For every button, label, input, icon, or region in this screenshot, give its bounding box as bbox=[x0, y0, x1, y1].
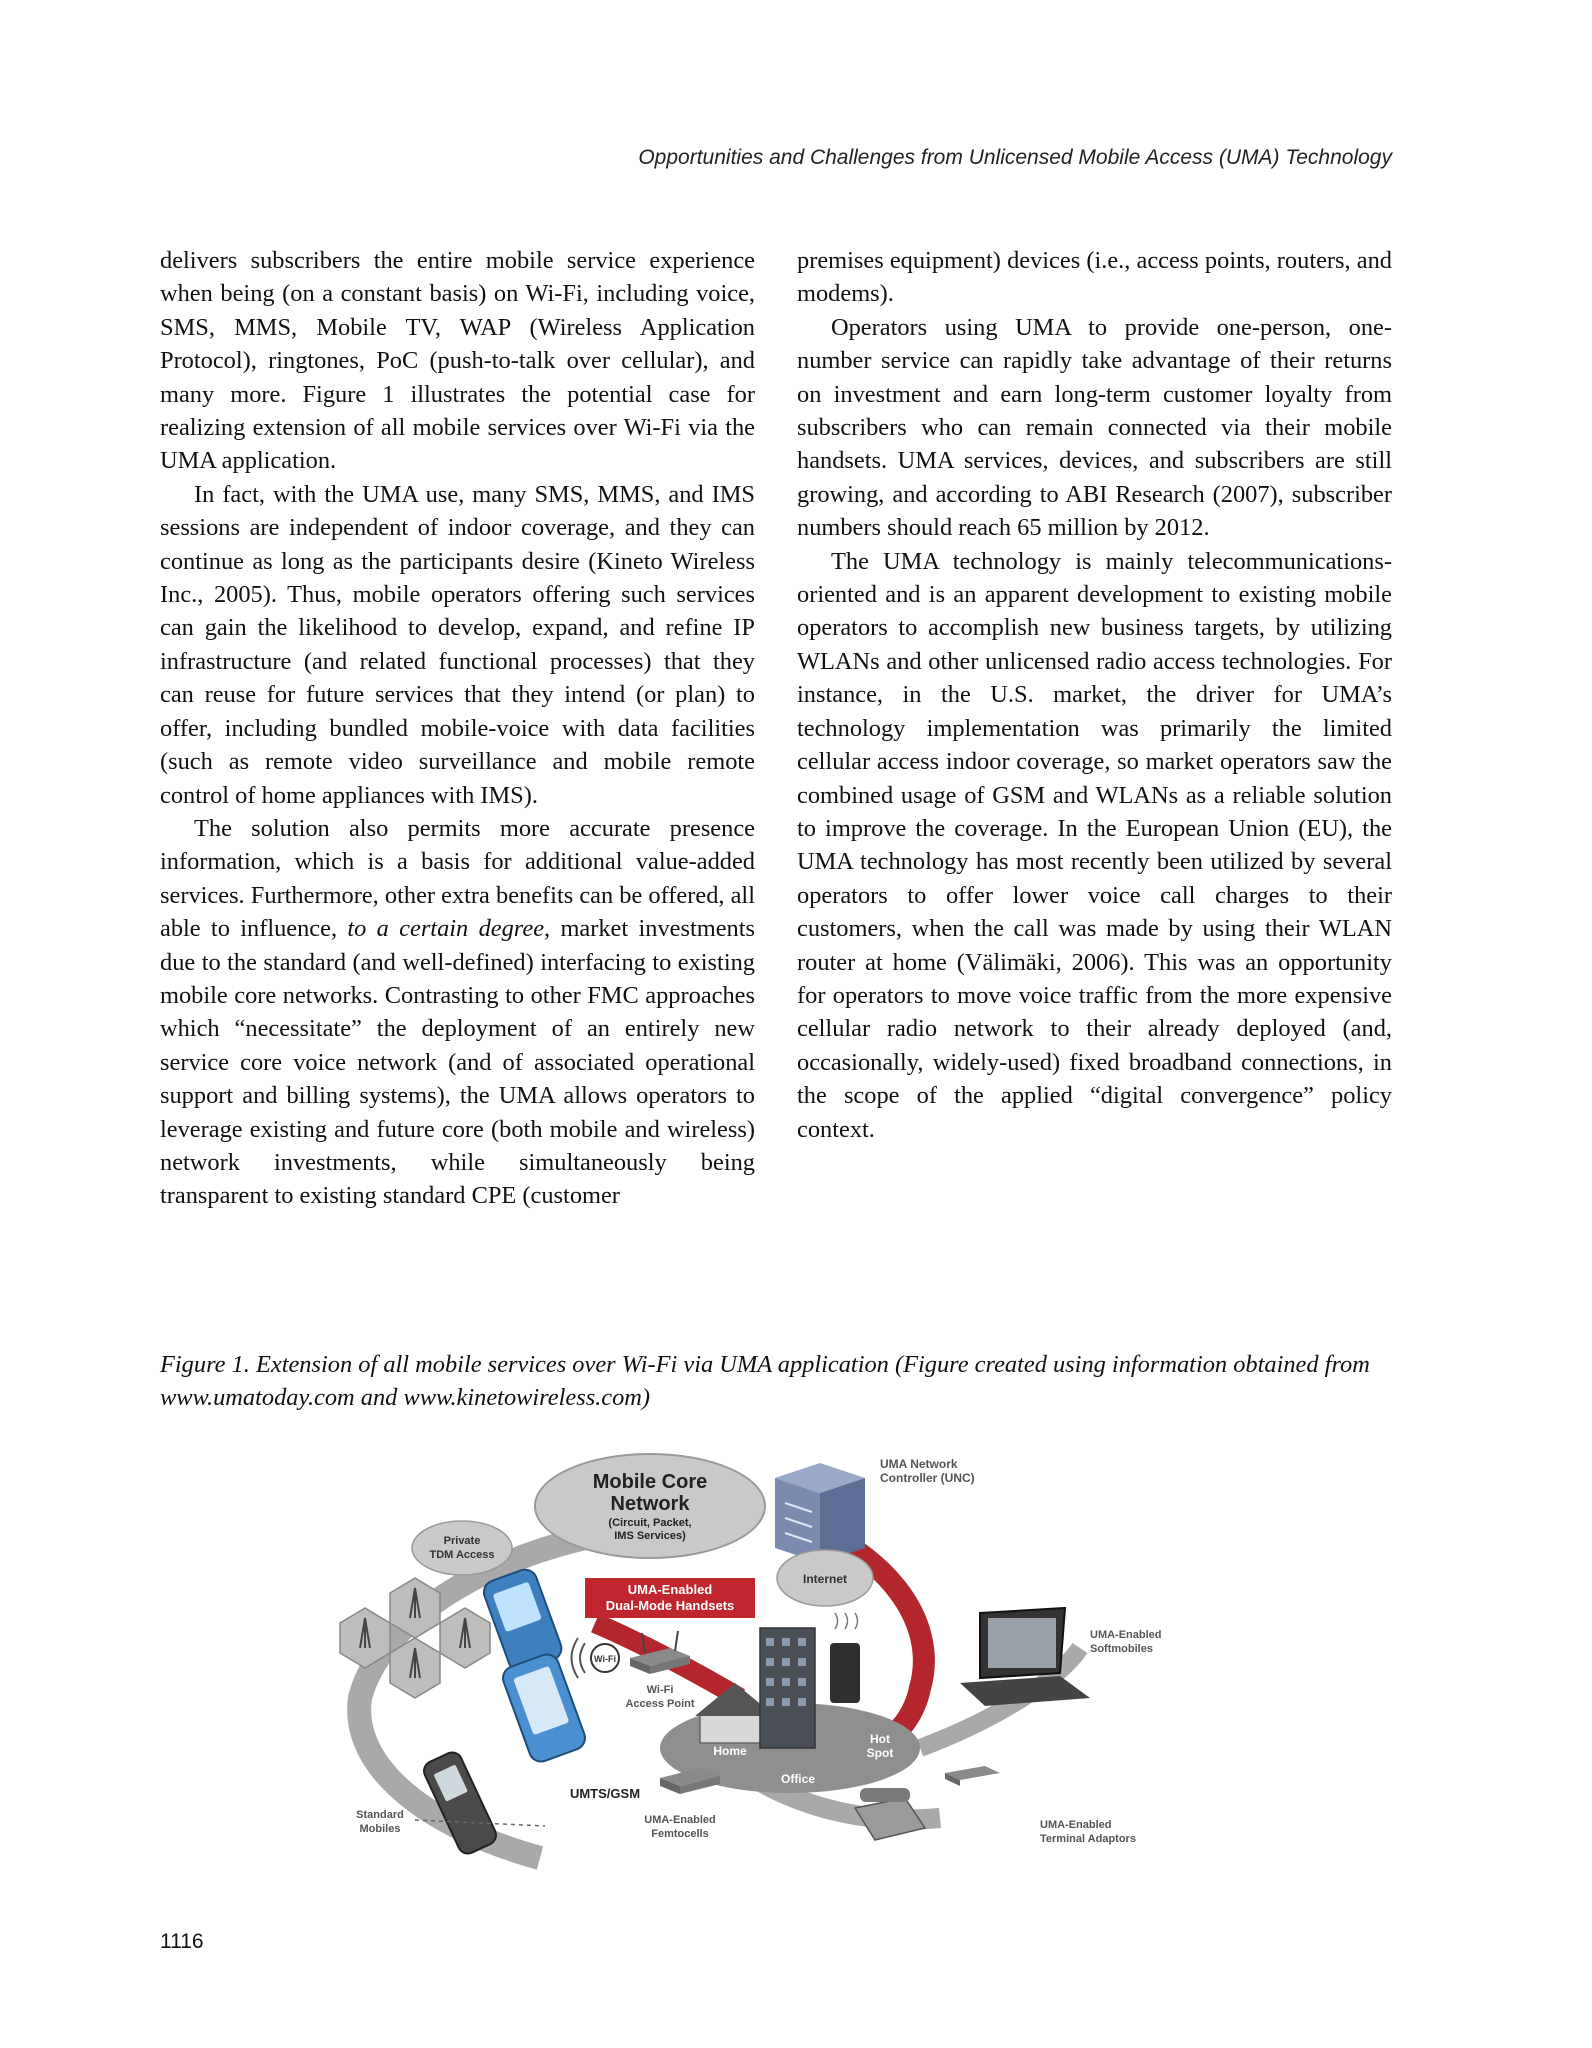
paragraph bbox=[160, 812, 755, 1213]
umts-gsm-label: UMTS/GSM bbox=[569, 1786, 641, 1801]
internet-cloud bbox=[777, 1550, 873, 1606]
office-label: Office bbox=[780, 1772, 816, 1786]
running-header: Opportunities and Challenges from Unlicensed Mobile Access (UMA) Technology bbox=[638, 146, 1392, 169]
wifi-ap-label-1: Wi-Fi bbox=[646, 1684, 674, 1696]
tdm-label-2: TDM Access bbox=[429, 1549, 495, 1561]
mobile-core-network-cloud bbox=[535, 1454, 765, 1558]
terminal-adaptors-label-1: UMA-Enabled bbox=[1040, 1819, 1112, 1831]
home-label: Home bbox=[713, 1744, 747, 1758]
standard-mobiles-label-1: Standard bbox=[356, 1809, 404, 1821]
core-subtitle-2: IMS Services) bbox=[614, 1530, 686, 1542]
paragraph: premises equipment) devices (i.e., access points, routers, and modems). bbox=[797, 247, 1392, 308]
paragraph: delivers subscribers the entire mobile service experience when being (on a constant basis) on Wi-Fi, including voice, SMS, MMS, Mobile TV, WAP (Wireless Application Protocol), ringtones, PoC (push-to-talk over cellular), and many more. Figure 1 illustrates the potential case for realizing extension of all mobile services over Wi-Fi via the UMA application. bbox=[160, 247, 755, 475]
unc-label-1: UMA Network bbox=[880, 1457, 958, 1471]
hotspot-label-2: Spot bbox=[866, 1746, 894, 1760]
left-column bbox=[160, 244, 755, 1213]
femtocells-label-1: UMA-Enabled bbox=[644, 1814, 716, 1826]
wifi-ap-label-2: Access Point bbox=[625, 1698, 695, 1710]
handsets-label-1: UMA-Enabled bbox=[627, 1582, 713, 1597]
wifi-badge-label: Wi-Fi bbox=[594, 1654, 616, 1664]
handsets-label-2: Dual-Mode Handsets bbox=[605, 1598, 735, 1613]
paragraph: In fact, with the UMA use, many SMS, MMS, and IMS sessions are independent of indoor coverage, and they can continue as long as the participants desire (Kineto Wireless Inc., 2005). Thus, mobile operators offering such services can gain the likelihood to develop, expand, and refine IP infrastructure (and related functional processes) that they can reuse for future services that they intend (or plan) to offer, including bundled mobile-voice with data facilities (such as remote video surveillance and mobile remote control of home appliances with IMS). bbox=[160, 480, 755, 809]
text-run: The solution also permits more accurate presence information, which is a basis for additional value-added services. Furthermore, other extra benefits can be offered, all able to influence, bbox=[160, 814, 755, 943]
paragraph: Operators using UMA to provide one-person, one-number service can rapidly take advantage of their returns on investment and earn long-term customer loyalty from subscribers who can remain connected via their mobile handsets. UMA services, devices, and subscribers are still growing, and according to ABI Research (2007), subscriber numbers should reach 65 million by 2012. bbox=[797, 313, 1392, 542]
unc-server-icon bbox=[775, 1463, 865, 1563]
tdm-label-1: Private bbox=[443, 1535, 481, 1547]
standard-mobiles-label-2: Mobiles bbox=[359, 1823, 401, 1835]
text-run: market investments due to the standard (and well-defined) interfacing to existing mobile core networks. Contrasting to other FMC approaches which “necessitate” the deployment of an entirely new service core voice network (and of associated operational support and billing systems), the UMA allows operators to leverage existing and future core (both mobile and wireless) network investments, while simultaneously being transparent to existing standard CPE (customer bbox=[160, 915, 755, 1210]
uma-diagram bbox=[320, 1448, 1260, 1888]
terminal-adaptors-label-2: Terminal Adaptors bbox=[1040, 1833, 1136, 1845]
desk-phone-icon bbox=[855, 1788, 925, 1840]
dual-mode-handsets-box bbox=[585, 1578, 755, 1618]
internet-label: Internet bbox=[802, 1572, 848, 1586]
uma-diagram-svg bbox=[320, 1448, 1260, 1888]
wifi-badge-icon bbox=[572, 1638, 620, 1678]
figure-caption: Figure 1. Extension of all mobile services over Wi-Fi via UMA application (Figure created using information obtained from www.umatoday.com and www.kinetowireless.com) bbox=[160, 1351, 1370, 1412]
core-title-1: Mobile Core bbox=[592, 1471, 708, 1493]
core-subtitle-1: (Circuit, Packet, bbox=[608, 1517, 692, 1529]
paragraph: The UMA technology is mainly telecommunications-oriented and is an apparent development to existing mobile operators to accomplish new business targets, by utilizing WLANs and other unlicensed radio access technologies. For instance, in the U.S. market, the driver for UMA’s technology implementation was primarily the limited cellular access indoor coverage, so market operators saw the combined usage of GSM and WLANs as a reliable solution to improve the coverage. In the European Union (EU), the UMA technology has most recently been utilized by several operators to offer lower voice call charges to their customers, when the call was made by using their WLAN router at home (Välimäki, 2006). This was an opportunity for operators to move voice traffic from the more expensive cellular radio network to their already deployed (and, occasionally, widely-used) fixed broadband connections, in the scope of the applied “digital convergence” policy context. bbox=[797, 547, 1392, 1143]
softmobiles-label-1: UMA-Enabled bbox=[1090, 1629, 1162, 1641]
hotspot-label-1: Hot bbox=[870, 1732, 890, 1746]
femtocells-label-2: Femtocells bbox=[651, 1828, 709, 1840]
page-number: 1116 bbox=[160, 1930, 204, 1953]
private-tdm-cloud bbox=[412, 1521, 512, 1575]
right-column bbox=[797, 244, 1392, 1146]
italic-text-run: to a certain degree, bbox=[347, 915, 551, 943]
buildings-island bbox=[660, 1613, 920, 1793]
softmobiles-label-2: Softmobiles bbox=[1090, 1643, 1153, 1655]
terminal-adaptor-icon bbox=[945, 1766, 1000, 1786]
core-title-2: Network bbox=[610, 1493, 690, 1515]
unc-label-2: Controller (UNC) bbox=[880, 1471, 975, 1485]
